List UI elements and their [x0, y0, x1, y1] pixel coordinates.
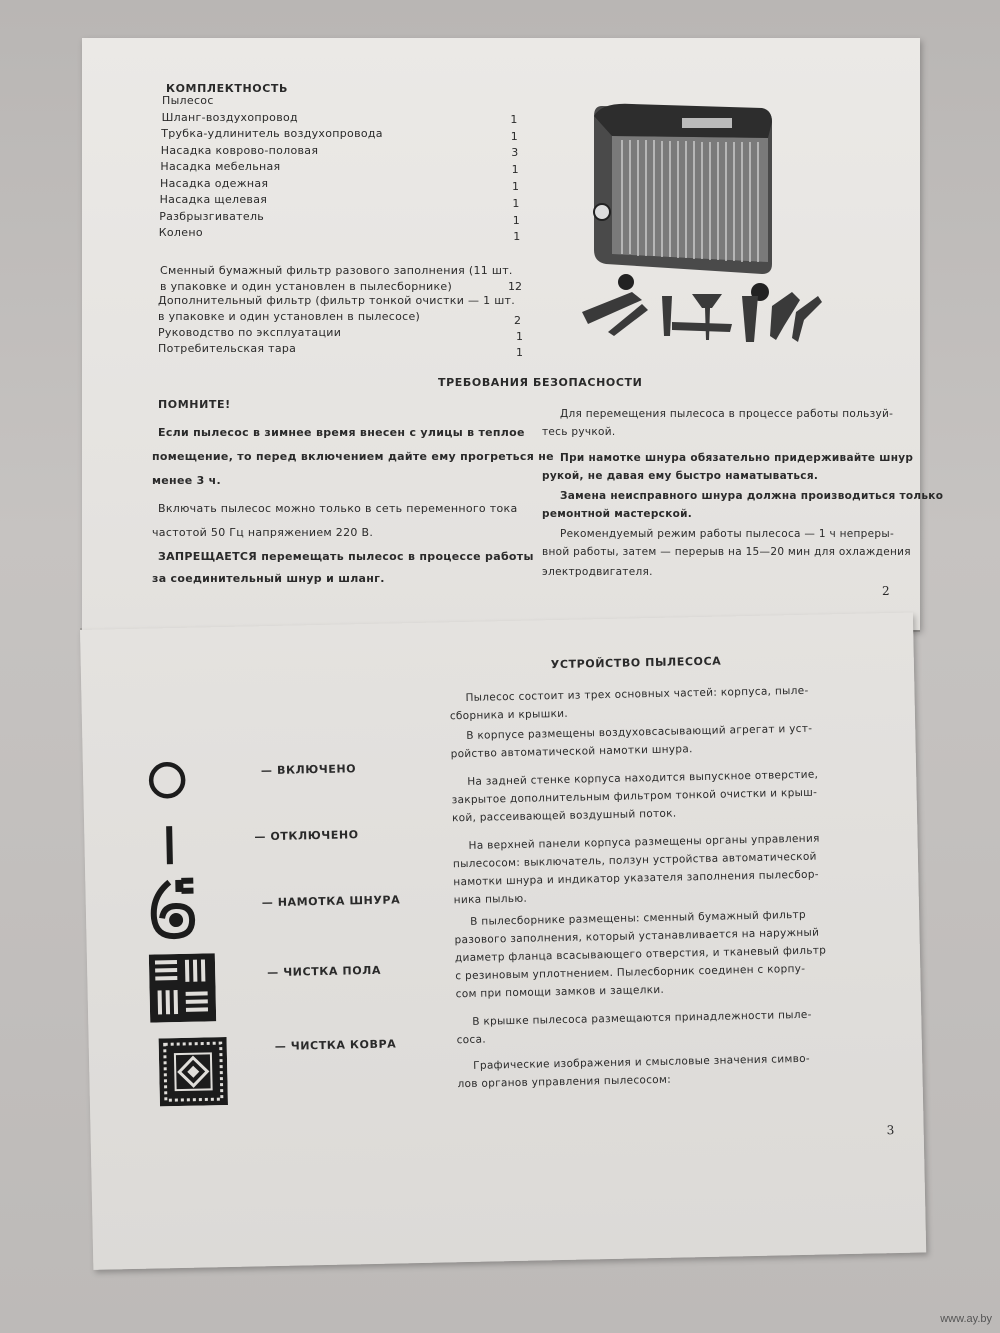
kit-qty: 1: [510, 112, 518, 126]
page-number: 3: [886, 1123, 895, 1138]
safety-right-line: электродвигателя.: [542, 566, 653, 578]
kit-item: Насадка мебельная: [160, 160, 281, 173]
addfilter-qty: 2: [514, 314, 521, 327]
symbol-label-carpet: — ЧИСТКА КОВРА: [274, 1037, 397, 1054]
safety-left-line: Если пылесос в зимнее время внесен с улицы в теплое: [158, 426, 525, 439]
remember-label: ПОМНИТЕ!: [158, 398, 231, 411]
description-line: сборника и крышки.: [449, 707, 569, 723]
safety-right-line: При намотке шнура обязательно придерживайте шнур: [560, 452, 914, 464]
kit-item: Трубка-удлинитель воздухопровода: [161, 127, 383, 140]
page-3: [80, 613, 926, 1270]
safety-right-line: Рекомендуемый режим работы пылесоса — 1 ч непреры-: [560, 528, 895, 540]
description-line: закрытое дополнительным фильтром тонкой очистки и крыш-: [451, 786, 818, 807]
kit-item: Шланг-воздухопровод: [161, 110, 298, 124]
kit-qty: 1: [513, 230, 521, 244]
safety-heading: ТРЕБОВАНИЯ БЕЗОПАСНОСТИ: [438, 376, 643, 389]
vacuum-cleaner-illustration: [572, 96, 832, 346]
filter-line-2: в упаковке и один установлен в пылесборнике): [160, 280, 453, 293]
description-line: На задней стенке корпуса находится выпускное отверстие,: [467, 768, 819, 788]
safety-right-line: Для перемещения пылесоса в процессе работы пользуй-: [560, 408, 894, 420]
safety-left-line: за соединительный шнур и шланг.: [152, 572, 385, 585]
description-line: Графические изображения и смысловые значения симво-: [473, 1052, 811, 1072]
addfilter-line-1: Дополнительный фильтр (фильтр тонкой очистки — 1 шт.: [158, 294, 516, 307]
manual-qty: 1: [516, 330, 523, 343]
manual-item: Руководство по эксплуатации: [158, 326, 342, 339]
description-line: На верхней панели корпуса размещены органы управления: [468, 832, 820, 852]
floor-pattern-icon: [149, 953, 216, 1022]
description-line: ройство автоматической намотки шнура.: [450, 743, 693, 761]
filter-qty: 12: [508, 280, 522, 293]
kit-item: Пылесос: [162, 94, 214, 107]
description-line: с резиновым уплотнением. Пылесборник соединен с корпу-: [455, 962, 806, 983]
safety-right-line: тесь ручкой.: [542, 426, 616, 438]
bar-off-icon: [162, 824, 177, 866]
kit-qty: 1: [510, 129, 518, 143]
kit-heading: КОМПЛЕКТНОСТЬ: [166, 82, 288, 95]
kit-qty: 1: [512, 213, 520, 227]
description-line: намотки шнура и индикатор указателя заполнения пылесбор-: [453, 868, 819, 889]
kit-item: Разбрызгиватель: [159, 209, 265, 223]
addfilter-line-2: в упаковке и один установлен в пылесосе): [158, 310, 421, 323]
symbol-label-floor: — ЧИСТКА ПОЛА: [267, 963, 382, 980]
kit-qty: 1: [512, 196, 520, 210]
description-line: В пылесборнике размещены: сменный бумажный фильтр: [470, 908, 807, 928]
safety-right-line: вной работы, затем — перерыв на 15—20 мин для охлаждения: [542, 546, 911, 558]
description-line: лов органов управления пылесосом:: [457, 1073, 672, 1091]
description-line: Пылесос состоит из трех основных частей: корпуса, пыле-: [465, 684, 809, 704]
safety-right-line: рукой, не давая ему быстро наматываться.: [542, 470, 819, 482]
description-line: пылесосом: выключатель, ползун устройства автоматической: [452, 850, 817, 871]
page-number: 2: [882, 584, 890, 598]
watermark: www.ay.by: [940, 1313, 992, 1325]
safety-right-line: Замена неисправного шнура должна производиться только: [560, 490, 944, 502]
kit-item: Насадка щелевая: [159, 193, 268, 206]
package-qty: 1: [516, 346, 523, 359]
safety-left-line: менее 3 ч.: [152, 474, 222, 487]
description-line: разового заполнения, который устанавливается на наружный: [454, 926, 820, 947]
description-line: кой, рассеивающей воздушный поток.: [451, 807, 677, 825]
kit-qty: 1: [512, 180, 519, 193]
safety-left-line: частотой 50 Гц напряжением 220 В.: [152, 526, 374, 539]
kit-item: Насадка коврово-половая: [160, 143, 319, 157]
description-line: диаметр фланца всасывающего отверстия, и тканевый фильтр: [454, 944, 827, 965]
symbol-label-on: — ВКЛЮЧЕНО: [260, 762, 357, 778]
carpet-pattern-icon: [159, 1037, 228, 1106]
kit-qty: 3: [511, 146, 519, 160]
symbol-label-off: — ОТКЛЮЧЕНО: [254, 828, 359, 844]
kit-item: Колено: [158, 226, 203, 239]
kit-item: Насадка одежная: [160, 176, 269, 190]
cord-wind-icon: [145, 876, 202, 941]
safety-right-line: ремонтной мастерской.: [542, 508, 693, 520]
device-heading: УСТРОЙСТВО ПЫЛЕСОСА: [550, 654, 722, 672]
filter-line-1: Сменный бумажный фильтр разового заполнения (11 шт.: [160, 264, 513, 277]
kit-qty: 1: [511, 163, 519, 177]
description-line: сом при помощи замков и защелки.: [455, 983, 665, 1001]
package-item: Потребительская тара: [158, 342, 297, 355]
page-2: [82, 38, 944, 630]
circle-on-icon: [145, 758, 190, 803]
description-line: В крышке пылесоса размещаются принадлежности пыле-: [472, 1008, 812, 1028]
safety-left-line: помещение, то перед включением дайте ему прогреться не: [152, 450, 554, 463]
description-line: В корпусе размещены воздуховсасывающий агрегат и уст-: [466, 722, 813, 742]
description-line: ника пылью.: [453, 892, 528, 907]
safety-left-line: ЗАПРЕЩАЕТСЯ перемещать пылесос в процессе работы: [158, 550, 534, 563]
description-line: соса.: [456, 1033, 487, 1047]
safety-left-line: Включать пылесос можно только в сеть переменного тока: [158, 502, 518, 515]
symbol-label-cord: — НАМОТКА ШНУРА: [261, 893, 401, 910]
